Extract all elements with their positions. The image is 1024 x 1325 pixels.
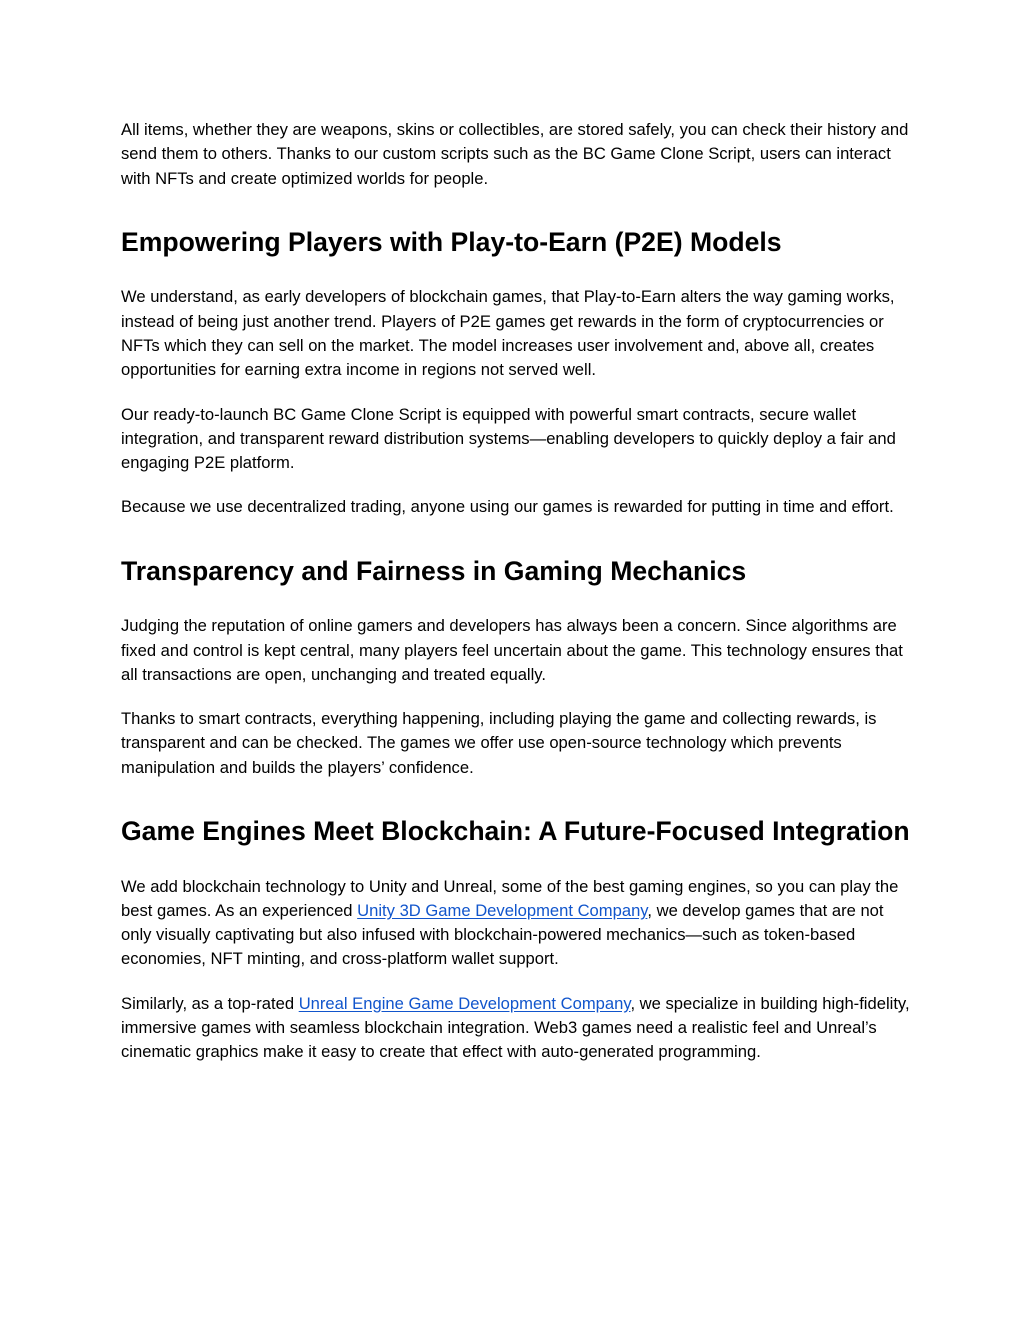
heading-p2e-models: Empowering Players with Play-to-Earn (P2E) Models [121,226,782,257]
unreal-company-link[interactable]: Unreal Engine Game Development Company [298,993,631,1013]
engines-paragraph-1 [121,875,911,972]
p2e-paragraph-3: Because we use decentralized trading, anyone using our games is rewarded for putting in time and effort. [121,497,894,517]
intro-paragraph: All items, whether they are weapons, skins or collectibles, are stored safely, you can check their history and send them to others. Thanks to our custom scripts such as the BC Game Clone Script, users can interact with NFTs and create optimized worlds for people. [121,120,909,188]
transparency-paragraph-1: Judging the reputation of online gamers and developers has always been a concern. Since algorithms are fixed and control is kept central, many players feel uncertain about the game. This technology ensures that all transactions are open, unchanging and treated equally. [121,616,903,684]
engines-paragraph-1-after: , we develop games that are not only visually captivating but also infused with blockchain-powered mechanics—such as token-based economies, NFT minting, and cross-platform wallet support. [121,900,884,969]
engines-paragraph-2 [121,992,911,1065]
heading-game-engines: Game Engines Meet Blockchain: A Future-Focused Integration [121,816,910,847]
engines-paragraph-1-before: We add blockchain technology to Unity and Unreal, some of the best gaming engines, so you can play the best games. As an experienced [121,876,899,920]
p2e-paragraph-2: Our ready-to-launch BC Game Clone Script is equipped with powerful smart contracts, secure wallet integration, and transparent reward distribution systems—enabling developers to quickly deploy a fair and engaging P2E platform. [121,404,896,473]
engines-paragraph-2-after: , we specialize in building high-fidelity, immersive games with seamless blockchain integration. Web3 games need a realistic feel and Unreal’s cinematic graphics make it easy to create that effect with auto-generated programming. [121,993,910,1062]
unity-company-link[interactable]: Unity 3D Game Development Company [357,900,648,920]
transparency-paragraph-2: Thanks to smart contracts, everything happening, including playing the game and collecting rewards, is transparent and can be checked. The games we offer use open-source technology which prevents manipulation and builds the players’ confidence. [121,709,877,777]
engines-paragraph-2-before: Similarly, as a top-rated [121,993,299,1013]
document-page [121,118,911,1065]
heading-transparency: Transparency and Fairness in Gaming Mechanics [121,555,747,586]
p2e-paragraph-1: We understand, as early developers of blockchain games, that Play-to-Earn alters the way gaming works, instead of being just another trend. Players of P2E games get rewards in the form of cryptocurrencies or NFTs which they can sell on the market. The model increases user involvement and, above all, creates opportunities for earning extra income in regions not served well. [121,287,895,380]
